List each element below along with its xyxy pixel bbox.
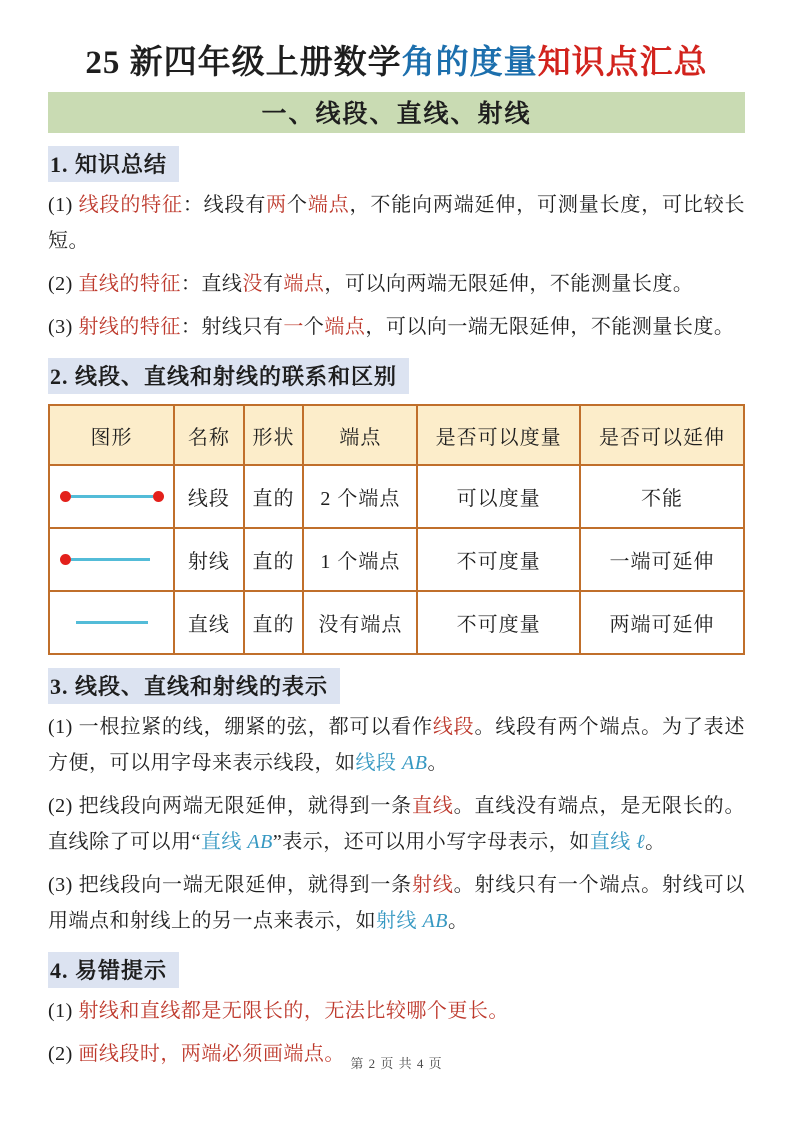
table-header-row <box>49 405 744 465</box>
paragraph-tip-2: (2) 画线段时，两端必须画端点。 <box>48 1043 345 1065</box>
heading-notation: 3. 线段、直线和射线的表示 <box>48 668 340 704</box>
extendable-cell: 不能 <box>580 465 744 528</box>
extendable-cell: 一端可延伸 <box>580 528 744 591</box>
shape-cell: 直的 <box>244 528 304 591</box>
paragraph-line-notation: (2) 把线段向两端无限延伸，就得到一条直线。直线没有端点，是无限长的。直线除了可以用“直线 AB”表示，还可以用小写字母表示，如直线 ℓ。 <box>48 795 746 853</box>
paragraph-segment-notation: (1) 一根拉紧的线，绷紧的弦，都可以看作线段。线段有两个端点。为了表述方便，可以用字母来表示线段，如线段 AB。 <box>48 716 746 774</box>
table-row-ray <box>49 528 744 591</box>
heading-knowledge-summary: 1. 知识总结 <box>48 146 179 182</box>
extendable-cell: 两端可延伸 <box>580 591 744 654</box>
line-figure <box>60 616 164 630</box>
section-summary <box>48 146 745 182</box>
name-cell: 射线 <box>174 528 244 591</box>
line-stroke <box>71 495 153 498</box>
section-tips <box>48 952 745 988</box>
ray-figure <box>60 553 164 567</box>
line-stroke <box>76 621 148 624</box>
segment-figure <box>60 490 164 504</box>
shape-cell: 直的 <box>244 591 304 654</box>
table-row-segment <box>49 465 744 528</box>
comparison-table <box>48 404 745 655</box>
section-banner: 一、线段、直线、射线 <box>48 92 745 133</box>
section-compare <box>48 358 745 394</box>
column-header-figure: 图形 <box>49 405 174 465</box>
content-area <box>48 146 745 1072</box>
column-header-shape: 形状 <box>244 405 304 465</box>
column-header-name: 名称 <box>174 405 244 465</box>
paragraph-segment-trait: (1) 线段的特征：线段有两个端点，不能向两端延伸，可测量长度，可比较长短。 <box>48 194 746 252</box>
paragraph-tip-1: (1) 射线和直线都是无限长的，无法比较哪个更长。 <box>48 1000 509 1022</box>
column-header-measurable: 是否可以度量 <box>417 405 580 465</box>
column-header-extendable: 是否可以延伸 <box>580 405 744 465</box>
measurable-cell: 不可度量 <box>417 528 580 591</box>
name-cell: 直线 <box>174 591 244 654</box>
paragraph-ray-trait: (3) 射线的特征：射线只有一个端点，可以向一端无限延伸，不能测量长度。 <box>48 316 735 338</box>
endpoint-dot <box>60 491 71 502</box>
paragraph-ray-notation: (3) 把线段向一端无限延伸，就得到一条射线。射线只有一个端点。射线可以用端点和射线上的另一点来表示，如射线 AB。 <box>48 874 746 932</box>
endpoints-cell: 2 个端点 <box>303 465 417 528</box>
endpoint-dot <box>60 554 71 565</box>
column-header-endpoints: 端点 <box>303 405 417 465</box>
section-notation <box>48 668 745 704</box>
table-row-line <box>49 591 744 654</box>
paragraph-line-trait: (2) 直线的特征：直线没有端点，可以向两端无限延伸，不能测量长度。 <box>48 273 694 295</box>
endpoints-cell: 没有端点 <box>303 591 417 654</box>
name-cell: 线段 <box>174 465 244 528</box>
heading-tips: 4. 易错提示 <box>48 952 179 988</box>
measurable-cell: 可以度量 <box>417 465 580 528</box>
endpoints-cell: 1 个端点 <box>303 528 417 591</box>
figure-cell <box>49 591 174 654</box>
page-title: 25 新四年级上册数学角的度量知识点汇总 <box>85 45 708 81</box>
figure-cell <box>49 465 174 528</box>
measurable-cell: 不可度量 <box>417 591 580 654</box>
endpoint-dot <box>153 491 164 502</box>
line-stroke <box>71 558 150 561</box>
figure-cell <box>49 528 174 591</box>
heading-compare: 2. 线段、直线和射线的联系和区别 <box>48 358 409 394</box>
shape-cell: 直的 <box>244 465 304 528</box>
page-number: 第 2 页 共 4 页 <box>350 1056 443 1071</box>
